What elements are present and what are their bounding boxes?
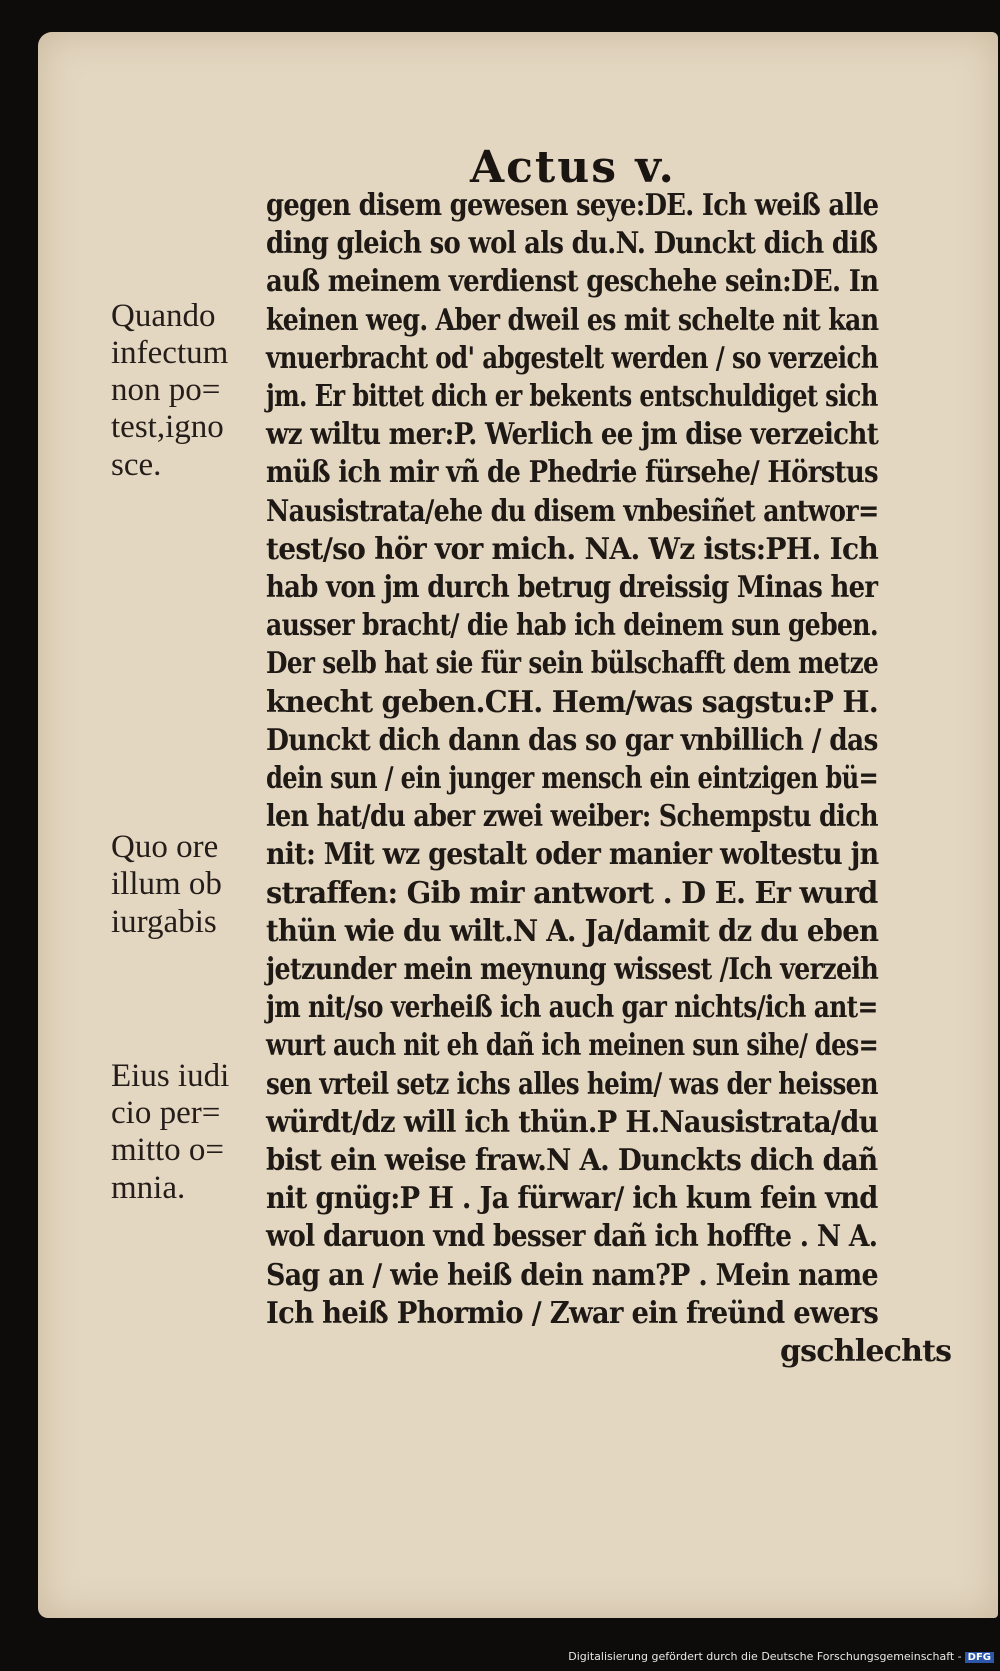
text-line: jetzunder mein meynung wissest /Ich verzeih — [266, 952, 879, 987]
credit-text: Digitalisierung gefördert durch die Deutsche Forschungsgemeinschaft - — [568, 1650, 962, 1663]
text-line: knecht geben.CH. Hem/was sagstu:P H. — [266, 684, 879, 720]
marginal-note: Quo ore — [111, 829, 219, 865]
text-line: Ich heiß Phormio / Zwar ein freünd ewers — [266, 1295, 879, 1331]
text-line: würdt/dz will ich thün.P H.Nausistrata/du — [266, 1104, 878, 1140]
text-line: sen vrteil setz ichs alles heim/ was der heissen — [266, 1066, 878, 1102]
page-header: Actus v. — [470, 142, 676, 193]
marginal-note: cio per= — [111, 1095, 221, 1131]
text-line: hab von jm durch betrug dreissig Minas her — [266, 570, 878, 605]
marginal-note: sce. — [111, 447, 162, 483]
text-line: auß meinem verdienst geschehe sein:DE. In — [266, 264, 879, 300]
text-line: wol daruon vnd besser dañ ich hoffte . N A. — [266, 1219, 878, 1255]
text-line: jm. Er bittet dich er bekents entschuldiget sich — [266, 379, 878, 414]
marginal-note: iurgabis — [111, 904, 217, 940]
text-line: bist ein weise fraw.N A. Dunckts dich dañ — [266, 1143, 878, 1178]
text-line: Nausistrata/ehe du disem vnbesiñet antwor= — [266, 493, 879, 529]
text-line: Der selb hat sie für sein bülschafft dem metze — [266, 646, 879, 682]
text-line: ding gleich so wol als du.N. Dunckt dich diß — [266, 226, 878, 262]
text-line: dein sun / ein junger mensch ein eintzigen bü= — [266, 761, 879, 796]
text-line: Sag an / wie heiß dein nam?P . Mein name — [266, 1257, 878, 1293]
text-line: nit gnüg:P H . Ja fürwar/ ich kum fein vnd — [266, 1181, 878, 1217]
text-line: keinen weg. Aber dweil es mit schelte nit kan — [266, 302, 879, 338]
text-line: ausser bracht/ die hab ich deinem sun geben. — [266, 608, 878, 644]
marginal-note: test,igno — [111, 409, 224, 445]
text-line: test/so hör vor mich. NA. Wz ists:PH. Ich — [266, 531, 878, 567]
text-line: gschlechts — [780, 1334, 952, 1369]
digitization-credit — [568, 1650, 994, 1663]
text-line: nit: Mit wz gestalt oder manier woltestu jn — [266, 837, 879, 873]
text-line: müß ich mir vñ de Phedrie fürsehe/ Hörstus — [266, 455, 878, 491]
text-line: vnuerbracht od' abgestelt werden / so verzeich — [266, 340, 878, 376]
marginal-note: mnia. — [111, 1170, 186, 1206]
text-line: jm nit/so verheiß ich auch gar nichts/ich ant= — [266, 990, 878, 1026]
text-line: thün wie du wilt.N A. Ja/damit dz du eben — [266, 913, 879, 949]
marginal-note: mitto o= — [111, 1132, 225, 1168]
text-line: wz wiltu mer:P. Werlich ee jm dise verzeicht — [266, 417, 879, 453]
text-line: gegen disem gewesen seye:DE. Ich weiß alle — [266, 188, 879, 223]
marginal-note: non po= — [111, 372, 221, 408]
text-line: wurt auch nit eh dañ ich meinen sun sihe/ des= — [266, 1028, 879, 1064]
text-line: straffen: Gib mir antwort . D E. Er wurd — [266, 875, 878, 911]
text-line: Dunckt dich dann das so gar vnbillich / das — [266, 722, 878, 758]
marginal-note: illum ob — [111, 866, 222, 902]
marginal-note: infectum — [111, 335, 229, 371]
text-line: len hat/du aber zwei weiber: Schempstu dich — [266, 799, 878, 835]
marginal-note: Quando — [111, 298, 216, 334]
marginal-note: Eius iudi — [111, 1058, 230, 1094]
dfg-logo: DFG — [965, 1652, 994, 1663]
